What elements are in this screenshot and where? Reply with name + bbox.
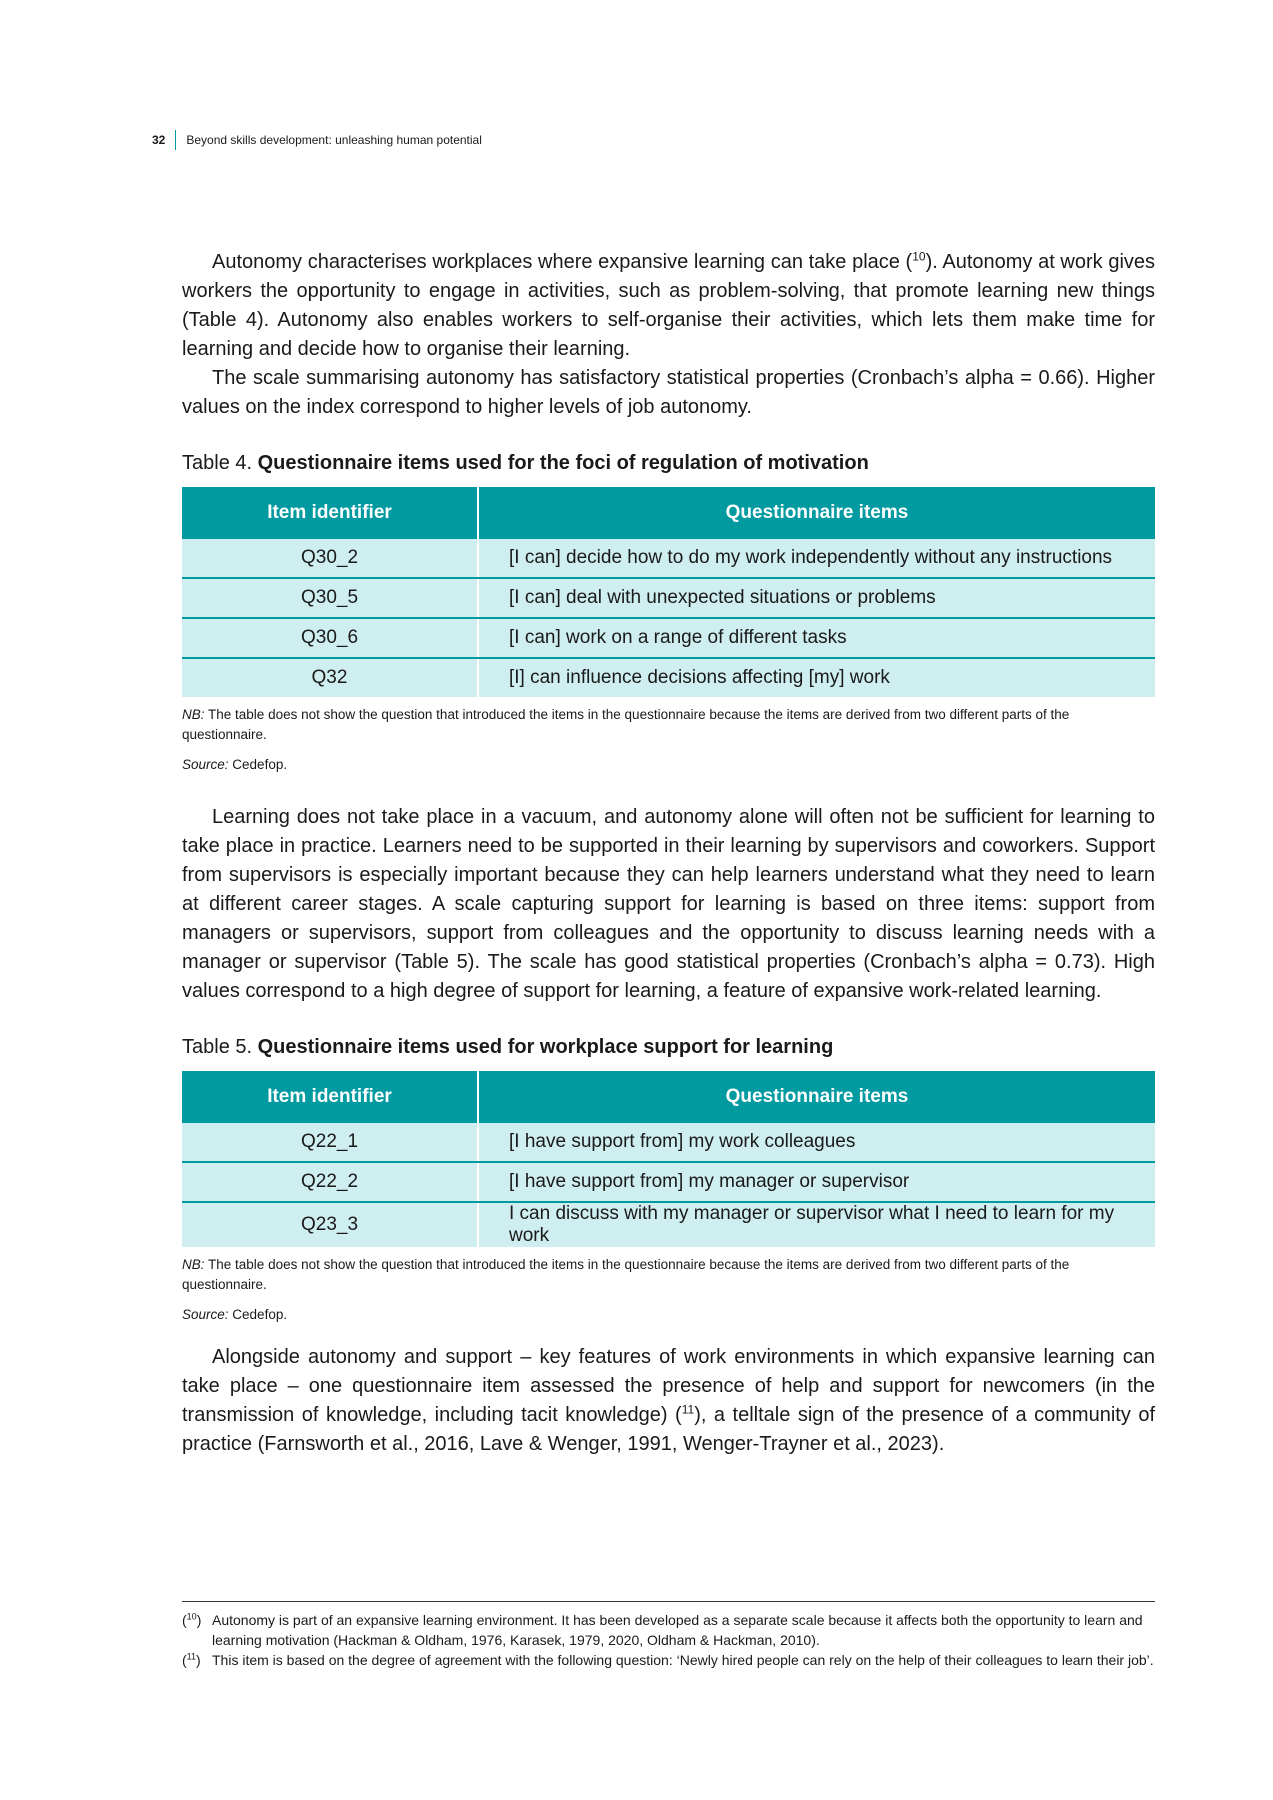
footnote-ref-10[interactable]: 10	[912, 249, 926, 264]
item-identifier: Q22_1	[182, 1123, 478, 1162]
table5	[182, 1071, 1155, 1247]
page-number: 32	[152, 133, 166, 147]
footnote-11	[182, 1650, 1155, 1670]
table-row	[182, 1123, 1155, 1162]
table5-source: Source: Cedefop.	[182, 1307, 288, 1322]
item-identifier: Q30_2	[182, 539, 478, 578]
table-row	[182, 618, 1155, 658]
questionnaire-item: [I] can influence decisions affecting [my] work	[478, 658, 1155, 697]
questionnaire-item: [I can] deal with unexpected situations or problems	[478, 578, 1155, 618]
table4-caption: Table 4. Questionnaire items used for the foci of regulation of motivation	[182, 452, 869, 474]
footnotes	[182, 1610, 1155, 1670]
running-header	[152, 130, 482, 150]
item-identifier: Q30_5	[182, 578, 478, 618]
running-title: Beyond skills development: unleashing human potential	[186, 133, 482, 147]
questionnaire-item: [I can] work on a range of different tasks	[478, 618, 1155, 658]
questionnaire-item: [I have support from] my work colleagues	[478, 1123, 1155, 1162]
item-identifier: Q30_6	[182, 618, 478, 658]
table5-title: Questionnaire items used for workplace support for learning	[257, 1036, 834, 1058]
footnote-10	[182, 1610, 1155, 1650]
questionnaire-item: [I have support from] my manager or supervisor	[478, 1162, 1155, 1202]
table-row	[182, 1162, 1155, 1202]
paragraph-support: Learning does not take place in a vacuum, and autonomy alone will often not be sufficient for learning to take place in practice. Learners need to be supported in their learning by supervisors and coworkers. Support from supervisors is especially important because they can help learners understand what they need to learn at different career stages. A scale capturing support for learning is based on three items: support from managers or supervisors, support from colleagues and the opportunity to discuss learning needs with a manager or supervisor (Table 5). The scale has good statistical properties (Cronbach’s alpha = 0.73). High values correspond to a high degree of support for learning, a feature of expansive work-related learning.	[182, 806, 1155, 1002]
table-row	[182, 578, 1155, 618]
table4	[182, 487, 1155, 697]
paragraph-autonomy-scale: The scale summarising autonomy has satisfactory statistical properties (Cronbach’s alpha = 0.66). Higher values on the index correspond to higher levels of job autonomy.	[182, 367, 1155, 418]
questionnaire-item: I can discuss with my manager or supervisor what I need to learn for my work	[478, 1202, 1155, 1247]
table4-header-identifier: Item identifier	[182, 487, 478, 539]
table-row	[182, 658, 1155, 697]
table4-title: Questionnaire items used for the foci of regulation of motivation	[257, 452, 869, 474]
table-row	[182, 1202, 1155, 1247]
table5-header-items: Questionnaire items	[478, 1071, 1155, 1123]
footnote-divider	[182, 1601, 1155, 1602]
questionnaire-item: [I can] decide how to do my work independently without any instructions	[478, 539, 1155, 578]
footnote-text: This item is based on the degree of agreement with the following question: ‘Newly hired people can rely on the help of their colleagues to learn their job’.	[212, 1652, 1154, 1668]
paragraph-autonomy: Autonomy characterises workplaces where expansive learning can take place ($^{10}$). Autonomy at work gives workers the opportunity to engage in activities, such as problem-solving, that promote learning new things (Table 4). Autonomy also enables workers to self-organise their activities, which lets them make time for learning and decide how to organise their learning.	[182, 249, 1156, 360]
table-row	[182, 539, 1155, 578]
footnote-text: Autonomy is part of an expansive learning environment. It has been developed as a separate scale because it affects both the opportunity to learn and learning motivation (Hackman & Oldham, 1976, Karasek, 1979, 2020, Oldham & Hackman, 2010).	[212, 1612, 1143, 1648]
paragraph-community-of-practice: Alongside autonomy and support – key features of work environments in which expansive learning can take place – one questionnaire item assessed the presence of help and support for newcomers (in the transmission of knowledge, including tacit knowledge) ($^{11}$), a telltale sign of the presence of a community of practice (Farnsworth et al., 2016, Lave & Wenger, 1991, Wenger-Trayner et al., 2023).	[182, 1346, 1155, 1455]
item-identifier: Q22_2	[182, 1162, 478, 1202]
main-content	[182, 248, 1155, 1459]
table4-source: Source: Cedefop.	[182, 757, 288, 772]
header-divider	[175, 130, 176, 150]
item-identifier: Q32	[182, 658, 478, 697]
footnote-marker: ($^{11}$)	[182, 1651, 201, 1668]
item-identifier: Q23_3	[182, 1202, 478, 1247]
table5-note: NB: The table does not show the question that introduced the items in the questionnaire because the items are derived from two different parts of the questionnaire.	[182, 1257, 1070, 1292]
footnote-ref-11[interactable]: 11	[681, 1402, 695, 1417]
footnote-marker: ($^{10}$)	[182, 1611, 202, 1628]
table5-header-identifier: Item identifier	[182, 1071, 478, 1123]
table4-header-items: Questionnaire items	[478, 487, 1155, 539]
table4-note: NB: The table does not show the question that introduced the items in the questionnaire because the items are derived from two different parts of the questionnaire.	[182, 707, 1070, 742]
table5-caption: Table 5. Questionnaire items used for workplace support for learning	[182, 1036, 834, 1058]
